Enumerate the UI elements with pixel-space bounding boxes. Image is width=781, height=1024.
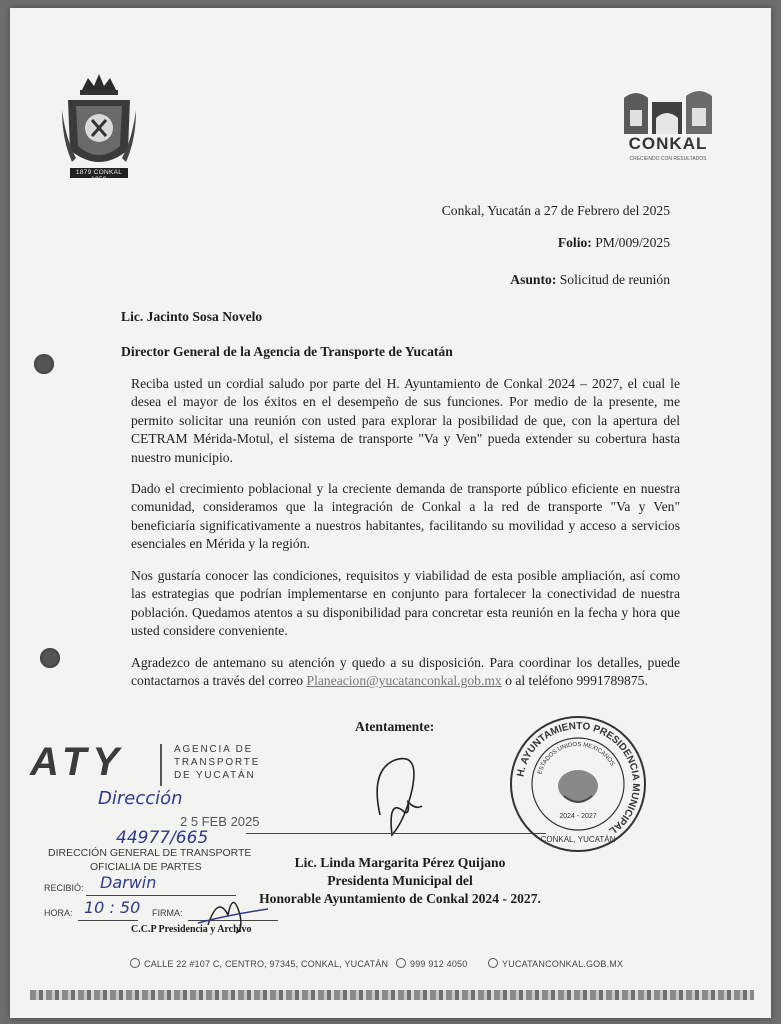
stamp-divider bbox=[160, 744, 162, 786]
place-date: Conkal, Yucatán a 27 de Febrero del 2025 bbox=[441, 203, 670, 218]
agency-line-3: DE YUCATÁN bbox=[174, 770, 256, 781]
seal-outer-text: H. AYUNTAMIENTO PRESIDENCIA MUNICIPAL bbox=[515, 720, 642, 837]
recibio-label: RECIBIÓ: bbox=[44, 883, 84, 893]
footer-phone-text: 999 912 4050 bbox=[410, 959, 468, 969]
atentamente: Atentamente: bbox=[355, 719, 435, 734]
crest-caption: 1879 CONKAL 1959 bbox=[75, 169, 123, 183]
footer-web-text: YUCATANCONKAL.GOB.MX bbox=[502, 959, 624, 969]
decorative-band bbox=[30, 990, 754, 1000]
folio-line bbox=[415, 235, 670, 251]
recipient-name: Lic. Jacinto Sosa Novelo bbox=[121, 309, 263, 324]
body-paragraph-3: Nos gustaría conocer las condiciones, requisitos y viabilidad de esta posible ampliación, así como las estrategias que podrían implementarse en conjunto para fortalecer la conectividad de nuestra población. Quedamos atentos a su disponibilidad para concretar esta reunión en la fecha y hora que usted considere conveniente. bbox=[131, 568, 680, 639]
p4-text-before: Agradezco de antemano su atención y quedo a su disposición. Para coordinar los detalles, puede contactarnos a través del correo bbox=[131, 655, 680, 689]
asunto-label: Asunto: bbox=[510, 272, 557, 287]
municipal-seal bbox=[508, 714, 648, 854]
p4-text-after: o al teléfono 9991789875. bbox=[505, 673, 648, 689]
agency-line-2: TRANSPORTE bbox=[174, 757, 261, 768]
office-line-2: OFICIALIA DE PARTES bbox=[90, 861, 202, 873]
phone-icon bbox=[396, 958, 406, 968]
location-icon bbox=[130, 958, 140, 968]
punch-hole-bottom bbox=[40, 648, 60, 668]
seal-place: CONKAL, YUCATÁN bbox=[540, 835, 616, 844]
seal-inner-text: ESTADOS UNIDOS MEXICANOS bbox=[537, 741, 616, 776]
recipient-title: Director General de la Agencia de Transporte de Yucatán bbox=[121, 344, 453, 359]
signer-role: Presidenta Municipal del bbox=[327, 873, 473, 888]
stamp-date: 2 5 FEB 2025 bbox=[180, 814, 260, 829]
footer-web bbox=[488, 958, 623, 969]
contact-email-link[interactable]: Planeacion@yucatanconkal.gob.mx bbox=[306, 673, 502, 689]
municipal-crest bbox=[62, 70, 136, 186]
globe-icon bbox=[488, 958, 498, 968]
footer-address bbox=[130, 958, 388, 969]
footer-phone bbox=[396, 958, 467, 969]
hora-label: HORA: bbox=[44, 908, 73, 918]
office-line-1: DIRECCIÓN GENERAL DE TRANSPORTE bbox=[48, 847, 252, 859]
folio-label: Folio: bbox=[557, 235, 592, 250]
signer-body: Honorable Ayuntamiento de Conkal 2024 - 2027. bbox=[259, 891, 541, 906]
punch-hole-top bbox=[34, 354, 54, 374]
body-paragraph-4 bbox=[131, 654, 680, 691]
firma-label: FIRMA: bbox=[152, 908, 183, 918]
ccp-line: C.C.P Presidencia y Archivo bbox=[131, 924, 252, 935]
footer-address-text: CALLE 22 #107 C, CENTRO, 97345, CONKAL, YUCATÁN bbox=[144, 959, 389, 969]
receipt-stamp bbox=[28, 740, 308, 940]
body-paragraph-2: Dado el crecimiento poblacional y la creciente demanda de transporte público eficiente en nuestra comunidad, consideramos que la integración de Conkal a la red de transporte "Va y Ven" beneficiaría significativamente a nuestros habitantes, facilitando su movilidad y acceso a servicios esenciales en Mérida y la región. bbox=[131, 481, 680, 552]
asunto-line bbox=[415, 272, 670, 288]
conkal-logo bbox=[622, 88, 714, 168]
body-paragraph-1: Reciba usted un cordial saludo por parte del H. Ayuntamiento de Conkal 2024 – 2027, el cual le desea el mayor de los éxitos en el desempeño de sus funciones. Por medio de la presente, me permito solicitar una reunión con usted para explorar la posibilidad de que, con la apertura del CETRAM Mérida-Motul, el sistema de transporte "Va y Ven" pueda extender su cobertura hasta nuestro municipio. bbox=[131, 376, 680, 465]
logo-tagline: CRECIENDO CON RESULTADOS bbox=[629, 156, 707, 162]
agency-line-1: AGENCIA DE bbox=[174, 744, 254, 755]
handwritten-number: 44977/665 bbox=[116, 828, 209, 848]
recibio-value: Darwin bbox=[100, 873, 157, 892]
hora-line bbox=[78, 920, 138, 921]
signer-name: Lic. Linda Margarita Pérez Quijano bbox=[294, 855, 506, 870]
folio-value: PM/009/2025 bbox=[595, 235, 670, 250]
asunto-value: Solicitud de reunión bbox=[559, 272, 670, 287]
hora-value: 10 : 50 bbox=[84, 898, 141, 917]
handwritten-dept: Dirección bbox=[98, 788, 183, 809]
seal-years: 2024 - 2027 bbox=[559, 813, 597, 820]
letter-page bbox=[10, 8, 771, 1018]
logo-name: CONKAL bbox=[628, 134, 708, 153]
aty-logo: ATY bbox=[30, 740, 126, 784]
